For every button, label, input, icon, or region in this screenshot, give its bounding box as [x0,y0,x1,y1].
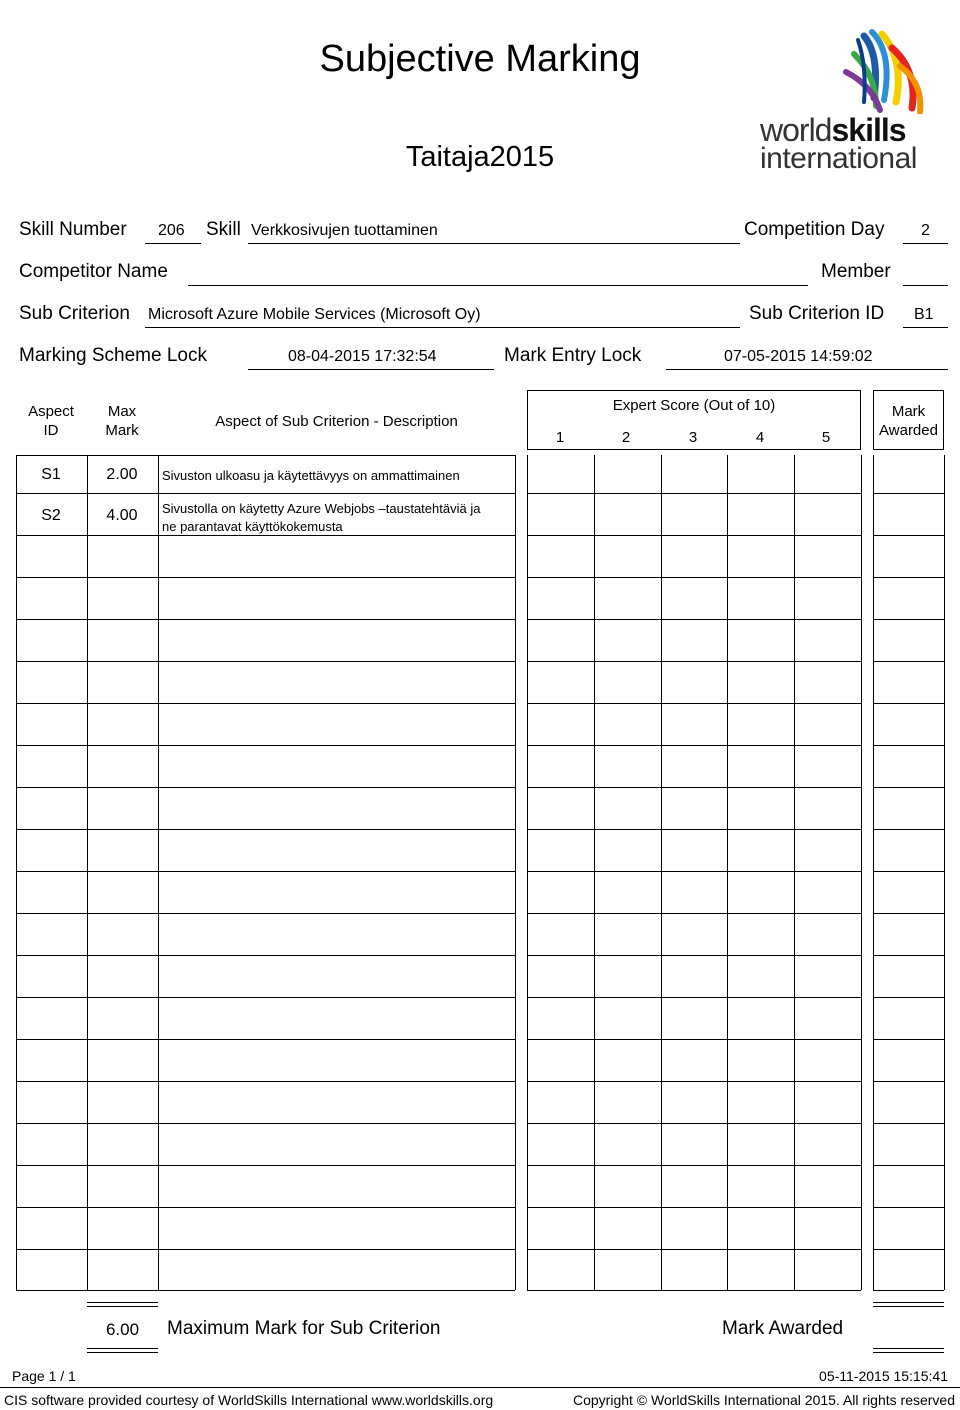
grid-horizontal-line [873,1039,944,1040]
grid-horizontal-line [873,745,944,746]
member-underline [903,285,948,286]
total-double-rule-top [87,1302,158,1307]
header-score-col-1: 1 [555,429,565,446]
grid-horizontal-line [873,1123,944,1124]
skill-number-value: 206 [158,222,185,239]
competition-day-label: Competition Day [744,219,885,240]
mark-entry-lock-value: 07-05-2015 14:59:02 [724,348,873,365]
grid-horizontal-line [527,1081,861,1082]
row-s2-max-mark: 4.00 [106,507,138,524]
marking-scheme-lock-label: Marking Scheme Lock [19,345,207,366]
total-max-mark: 6.00 [105,1320,140,1339]
row-s1-aspect-id: S1 [41,466,61,483]
grid-horizontal-line [527,1207,861,1208]
grid-horizontal-line [16,1039,515,1040]
grid-horizontal-line [527,619,861,620]
grid-horizontal-line [16,913,515,914]
grid-horizontal-line [16,1123,515,1124]
grid-horizontal-line [873,955,944,956]
print-datetime: 05-11-2015 15:15:41 [819,1368,948,1384]
grid-horizontal-line [16,1165,515,1166]
grid-horizontal-line [527,703,861,704]
competition-day-underline [903,243,948,244]
grid-horizontal-line [873,787,944,788]
marking-scheme-lock-underline [248,369,494,370]
grid-horizontal-line [873,577,944,578]
header-score-col-5: 5 [821,429,831,446]
row-s1-max-mark: 2.00 [106,466,138,483]
mark-entry-lock-label: Mark Entry Lock [504,345,642,366]
grid-horizontal-line [873,871,944,872]
grid-horizontal-line [16,1207,515,1208]
header-expert-score: Expert Score (Out of 10) [612,397,776,414]
grid-horizontal-line [873,493,944,494]
logo-text-world: world [760,112,832,148]
grid-horizontal-line [527,1290,861,1291]
page-subtitle: Taitaja2015 [405,141,555,173]
page-title: Subjective Marking [319,38,641,80]
grid-horizontal-line [16,703,515,704]
header-score-col-4: 4 [755,429,765,446]
page-number: Page 1 / 1 [12,1368,76,1384]
grid-horizontal-line [873,913,944,914]
grid-horizontal-line [16,1290,515,1291]
grid-horizontal-line [16,455,515,456]
logo-text-skills: skills [831,112,906,148]
grid-horizontal-line [873,997,944,998]
footer-divider [0,1387,960,1388]
grid-horizontal-line [527,577,861,578]
grid-vertical-line [944,455,945,1290]
grid-horizontal-line [527,745,861,746]
header-description: Aspect of Sub Criterion - Description [215,413,458,430]
header-mark-awarded: Mark Awarded [879,403,938,439]
grid-horizontal-line [873,1081,944,1082]
sub-criterion-value: Microsoft Azure Mobile Services (Microsoft Oy) [148,306,481,323]
total-double-rule-bottom [87,1348,158,1353]
grid-horizontal-line [16,1249,515,1250]
header-max-mark: Max Mark [105,403,139,439]
logo-brush-strokes-icon [756,28,936,114]
grid-horizontal-line [16,829,515,830]
grid-horizontal-line [16,619,515,620]
grid-horizontal-line [16,661,515,662]
grid-horizontal-line [16,1081,515,1082]
grid-horizontal-line [527,955,861,956]
grid-vertical-line [515,455,516,1290]
mark-entry-lock-underline [666,369,948,370]
grid-horizontal-line [527,1249,861,1250]
grid-horizontal-line [527,913,861,914]
skill-number-underline [145,243,201,244]
sub-criterion-label: Sub Criterion [19,303,130,324]
competitor-name-label: Competitor Name [19,261,168,282]
grid-horizontal-line [527,535,861,536]
grid-horizontal-line [16,493,515,494]
marking-scheme-lock-value: 08-04-2015 17:32:54 [288,348,437,365]
grid-horizontal-line [527,829,861,830]
awarded-double-rule-top [873,1302,944,1307]
mark-awarded-label: Mark Awarded [722,1318,844,1339]
grid-horizontal-line [873,829,944,830]
grid-horizontal-line [527,871,861,872]
grid-horizontal-line [873,1290,944,1291]
grid-horizontal-line [16,787,515,788]
grid-horizontal-line [16,577,515,578]
grid-horizontal-line [527,787,861,788]
grid-vertical-line [861,455,862,1290]
grid-horizontal-line [527,661,861,662]
member-label: Member [821,261,891,282]
grid-horizontal-line [16,871,515,872]
grid-horizontal-line [873,661,944,662]
header-aspect-id: Aspect ID [28,403,74,439]
awarded-double-rule-bottom [873,1348,944,1353]
logo-text-international: international [760,142,917,175]
footer-credit: CIS software provided courtesy of WorldSkills International www.worldskills.org [4,1392,494,1408]
grid-horizontal-line [16,745,515,746]
competition-day-value: 2 [921,222,930,239]
grid-horizontal-line [527,1039,861,1040]
grid-horizontal-line [16,955,515,956]
header-score-col-2: 2 [621,429,631,446]
grid-horizontal-line [527,493,861,494]
row-s1-description: Sivuston ulkoasu ja käytettävyys on ammattimainen [162,468,460,483]
grid-horizontal-line [16,997,515,998]
max-mark-for-sub-criterion-label: Maximum Mark for Sub Criterion [167,1318,441,1339]
grid-horizontal-line [527,997,861,998]
grid-horizontal-line [873,1207,944,1208]
header-score-col-3: 3 [688,429,698,446]
grid-horizontal-line [873,619,944,620]
grid-horizontal-line [527,1165,861,1166]
sub-criterion-id-underline [903,327,948,328]
grid-horizontal-line [527,1123,861,1124]
skill-value: Verkkosivujen tuottaminen [251,222,438,239]
skill-underline [248,243,740,244]
sub-criterion-id-value: B1 [914,306,934,323]
footer-copyright: Copyright © WorldSkills International 2015. All rights reserved [572,1392,955,1408]
worldskills-logo [756,28,936,178]
row-s2-aspect-id: S2 [41,507,61,524]
sub-criterion-id-label: Sub Criterion ID [749,303,885,324]
grid-horizontal-line [873,535,944,536]
grid-horizontal-line [873,703,944,704]
sub-criterion-underline [145,327,740,328]
skill-label: Skill [206,219,241,240]
grid-horizontal-line [873,1249,944,1250]
grid-horizontal-line [873,1165,944,1166]
row-s2-description: Sivustolla on käytetty Azure Webjobs –taustatehtäviä ja ne parantavat käyttökokemusta [162,501,481,534]
skill-number-label: Skill Number [19,219,127,240]
competitor-name-underline [188,285,808,286]
